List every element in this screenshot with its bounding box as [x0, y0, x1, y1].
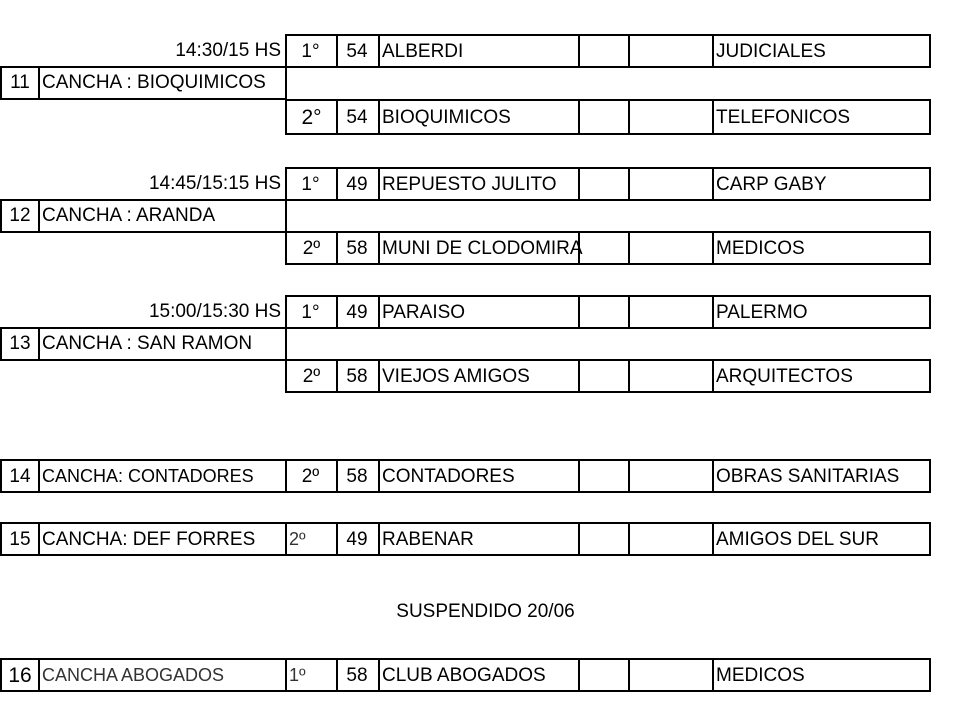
match-number: 11 — [0, 66, 40, 100]
visitor-team-cell: MEDICOS — [712, 231, 931, 265]
category-cell: 58 — [336, 459, 380, 493]
suspended-note: SUSPENDIDO 20/06 — [396, 601, 575, 622]
category-cell: 58 — [336, 658, 380, 692]
position-cell: 2º — [285, 359, 338, 393]
venue-label: CANCHA : SAN RAMON — [38, 327, 287, 361]
local-team-cell: VIEJOS AMIGOS — [378, 359, 580, 393]
time-label: 14:30/15 HS — [0, 34, 287, 68]
match-number: 16 — [0, 658, 40, 692]
score-cell — [578, 522, 630, 556]
position-cell: 2º — [285, 522, 338, 556]
local-team-cell: RABENAR — [378, 522, 580, 556]
time-label: 14:45/15:15 HS — [0, 167, 287, 201]
category-cell: 49 — [336, 295, 380, 329]
score-cell — [628, 359, 714, 393]
category-cell: 49 — [336, 522, 380, 556]
visitor-team-cell: MEDICOS — [712, 658, 931, 692]
visitor-team-cell: ARQUITECTOS — [712, 359, 931, 393]
category-cell: 54 — [336, 99, 380, 135]
visitor-team-cell: AMIGOS DEL SUR — [712, 522, 931, 556]
score-cell — [628, 658, 714, 692]
score-cell — [628, 295, 714, 329]
visitor-team-cell: OBRAS SANITARIAS — [712, 459, 931, 493]
position-cell: 1° — [285, 295, 338, 329]
category-cell: 54 — [336, 34, 380, 68]
position-cell: 2° — [285, 99, 338, 135]
venue-label: CANCHA: CONTADORES — [38, 459, 287, 493]
venue-label: CANCHA ABOGADOS — [38, 658, 287, 692]
local-team-cell: PARAISO — [378, 295, 580, 329]
local-team-cell: CONTADORES — [378, 459, 580, 493]
match-number: 15 — [0, 522, 40, 556]
category-cell: 49 — [336, 167, 380, 201]
visitor-team-cell: TELEFONICOS — [712, 99, 931, 135]
position-cell: 1° — [285, 167, 338, 201]
visitor-team-cell: PALERMO — [712, 295, 931, 329]
score-cell — [578, 295, 630, 329]
score-cell — [628, 459, 714, 493]
score-cell — [578, 459, 630, 493]
category-cell: 58 — [336, 359, 380, 393]
local-team-cell: MUNI DE CLODOMIRA — [378, 231, 580, 265]
score-cell — [578, 359, 630, 393]
score-cell — [628, 34, 714, 68]
match-number: 14 — [0, 459, 40, 493]
visitor-team-cell: CARP GABY — [712, 167, 931, 201]
score-cell — [578, 658, 630, 692]
local-team-cell: BIOQUIMICOS — [378, 99, 580, 135]
venue-label: CANCHA: DEF FORRES — [38, 522, 287, 556]
position-cell: 1° — [285, 34, 338, 68]
local-team-cell: REPUESTO JULITO — [378, 167, 580, 201]
position-cell: 2º — [285, 459, 338, 493]
local-team-cell: CLUB ABOGADOS — [378, 658, 580, 692]
local-team-cell: ALBERDI — [378, 34, 580, 68]
position-cell: 2º — [285, 231, 338, 265]
score-cell — [578, 34, 630, 68]
category-cell: 58 — [336, 231, 380, 265]
venue-label: CANCHA : BIOQUIMICOS — [38, 66, 287, 100]
venue-label: CANCHA : ARANDA — [38, 199, 287, 233]
time-label: 15:00/15:30 HS — [0, 295, 287, 329]
score-cell — [578, 231, 630, 265]
score-cell — [578, 99, 630, 135]
match-number: 13 — [0, 327, 40, 361]
score-cell — [628, 522, 714, 556]
score-cell — [628, 231, 714, 265]
visitor-team-cell: JUDICIALES — [712, 34, 931, 68]
position-cell: 1º — [285, 658, 338, 692]
score-cell — [578, 167, 630, 201]
match-number: 12 — [0, 199, 40, 233]
score-cell — [628, 167, 714, 201]
score-cell — [628, 99, 714, 135]
